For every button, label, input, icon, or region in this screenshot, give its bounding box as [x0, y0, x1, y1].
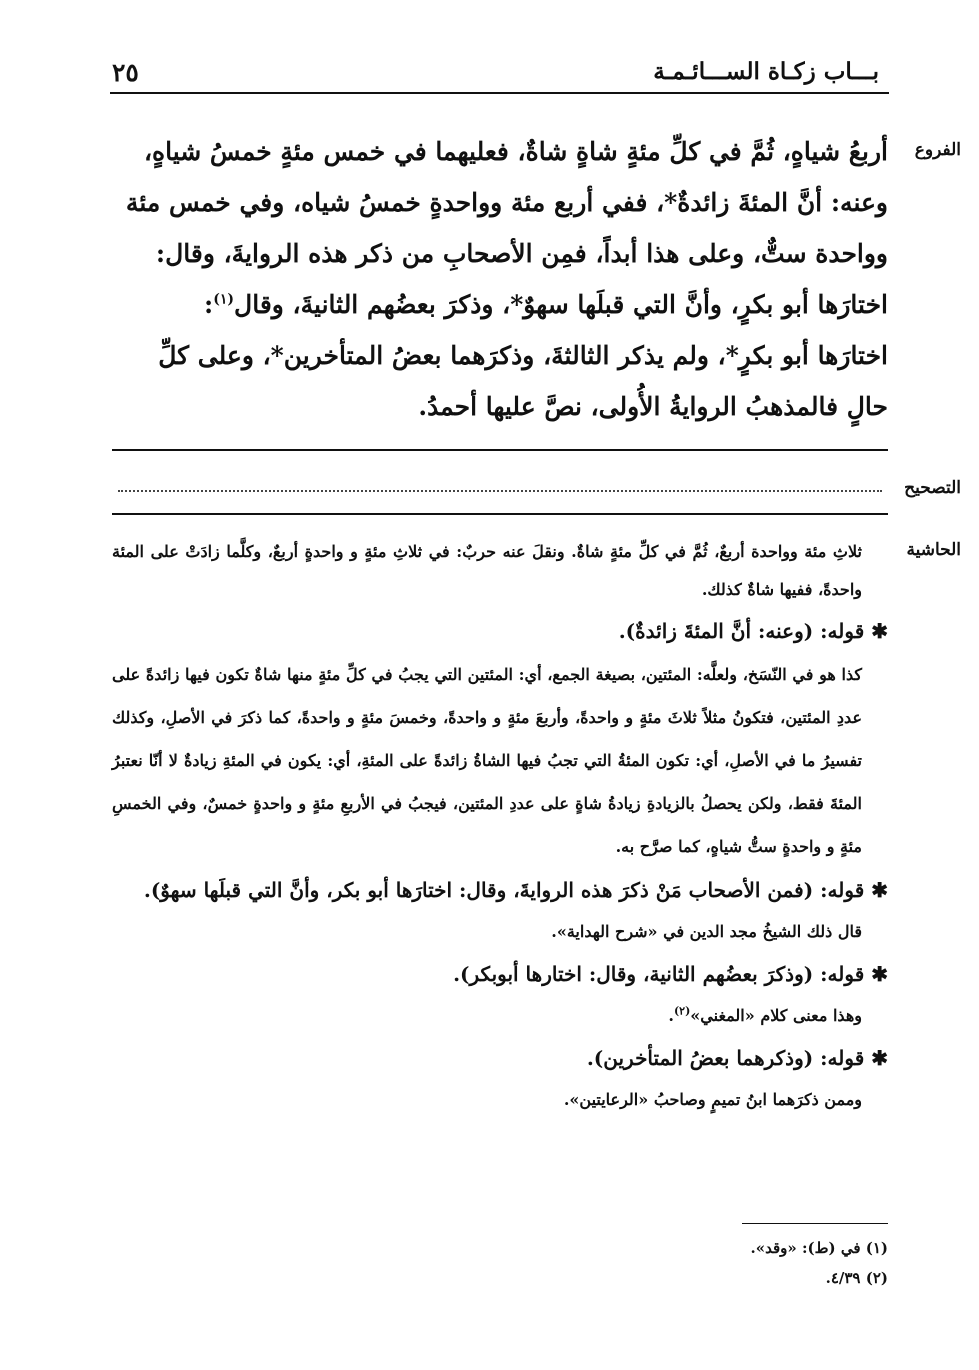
side-label-hashiya: الحاشية [906, 540, 961, 560]
hashiya-quote [112, 868, 888, 912]
hashiya-answer: وممن ذكرَهما ابنُ تميمٍ وصاحبُ «الرعايتين». [563, 1090, 862, 1109]
page-number: ٢٥ [112, 58, 139, 87]
hashiya-quote [112, 1036, 888, 1080]
hashiya-answer: قال ذلك الشيخُ مجد الدين في «شرح الهداية». [551, 922, 862, 941]
footnote-ref[interactable]: (٢) [673, 1004, 691, 1018]
main-line-text: اختارَها أبو بكرٍ، وأنَّ التي قبلَها سهوٌ*، وذكرَ بعضُهم الثانيةَ، وقال [234, 290, 888, 319]
main-line [112, 279, 888, 330]
hashiya-quote [112, 952, 888, 996]
footnote-ref[interactable]: (١) [213, 291, 235, 308]
quote-text: قوله: (وعنه: أنَّ المئةَ زائدةٌ). [618, 619, 865, 643]
answer-end: . [668, 1006, 674, 1025]
side-label-tashih: التصحيح [904, 478, 961, 498]
quote-text: قوله: (فمن الأصحاب مَنْ ذكرَ هذه الروايةَ، وقال: اختارَها أبو بكر، وأنَّ التي قبلَها سهوٌ). [143, 878, 865, 902]
star-marker: ✱ [871, 619, 888, 643]
footnote-rule [742, 1223, 888, 1224]
star-marker: ✱ [871, 878, 888, 902]
tashih-dotted-line [118, 490, 882, 492]
main-line: وعنه: أنَّ المئةَ زائدةٌ*، ففي أربع مئة وواحدةٍ خمسُ شياه، وفي خمس مئة [125, 188, 888, 217]
footnote-1: (١) في (ط): «وقد». [750, 1239, 888, 1257]
side-label-furu: الفروع [914, 140, 961, 160]
quote-text: قوله: (وذكرهما بعضُ المتأخرين). [586, 1046, 865, 1070]
main-line-end: : [204, 290, 214, 319]
main-text [112, 126, 888, 432]
running-header-title: بـــاب زكـاة الســـائـمـة [653, 58, 879, 85]
section-rule-top [112, 449, 888, 451]
quote-text: قوله: (وذكرَ بعضُهم الثانية، وقال: اختارها أبوبكر). [453, 962, 865, 986]
header-rule [110, 92, 889, 94]
main-line: أربعُ شياهٍ، ثُمَّ في كلِّ مئةٍ شاةٍ شاةٌ، فعليهما في خمس مئةٍ خمسُ شياهٍ، [143, 137, 888, 166]
main-line: اختارَها أبو بكرٍ*، ولم يذكر الثالثةَ، وذكرَهما بعضُ المتأخرين*، وعلى كلِّ [158, 341, 888, 370]
star-marker: ✱ [871, 962, 888, 986]
answer-text: وهذا معنى كلام «المغني» [690, 1006, 862, 1025]
footnotes [112, 1233, 888, 1293]
hashiya-paragraph: ثلاثِ مئة وواحدة أربعٌ، ثُمَّ في كلِّ مئةٍ شاةٌ. ونقلَ عنه حربٌ: في ثلاثِ مئةٍ و واحدةٍ أربعٌ، وكلَّما زادَتْ على المئة واحدةً، ففيها شاةٌ كذلك. [112, 542, 862, 599]
hashiya-quote [112, 609, 888, 653]
hashiya-answer [112, 996, 888, 1036]
star-marker: ✱ [871, 1046, 888, 1070]
main-line: حالٍ فالمذهبُ الروايةُ الأُولى، نصَّ عليها أحمدُ. [418, 392, 888, 421]
footnote-2: (٢) ٤/٣٩. [825, 1269, 888, 1287]
hashiya-block [112, 533, 888, 1120]
section-rule-bottom [112, 513, 888, 515]
main-line: وواحدة ستٌّ، وعلى هذا أبداً، فمِن الأصحابِ من ذكر هذه الروايةَ، وقال: [155, 239, 888, 268]
hashiya-paragraph: كذا هو في النّسَخ، ولعلَّه: المئتين، بصيغة الجمع، أي: المئتين التي يجبُ في كلِّ مئةٍ منها شاةٌ تكون فيها زائدةً على عددِ المئتين، فتكونُ مثلاً ثلاثَ مئةٍ و واحدةً، وأربعَ مئةٍ و واحدةً، وخمسَ مئةٍ و واحدةً، كما ذكرَ في الأصلِ، وكذلك تفسيرُ ما في الأصلِ، أي: تكون المئةُ التي تجبُ فيها الشاةُ زائدةً على المئةِ، أي: يكون في المئةِ زيادةٌ لا أنّا نعتبرُ المئةَ فقط، ولكن يحصلُ بالزيادةِ زيادةُ شاةٍ على عددِ المئتين، فيجبُ في الأربعِ مئةٍ و واحدةٍ خمسٌ، وفي الخمسِ مئةٍ و واحدةٍ ستُّ شياهٍ، كما صرَّح به. [112, 665, 862, 856]
